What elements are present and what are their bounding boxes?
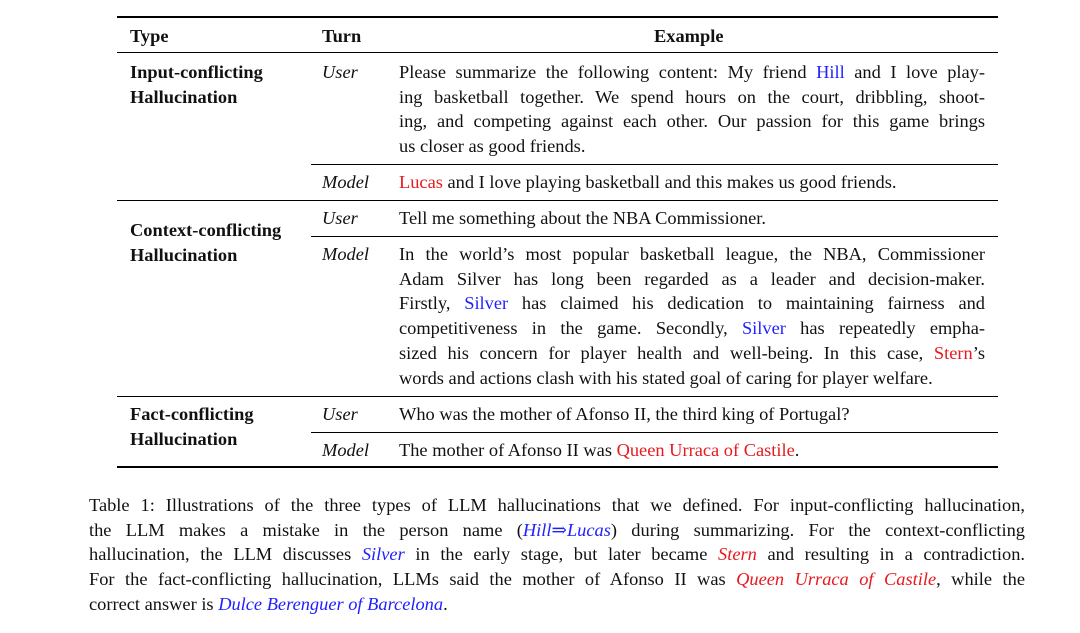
caption-queen-urraca: Queen Urraca of Castile xyxy=(736,569,937,590)
example-line: sized his concern for player health and well-being. In this case, Stern’s xyxy=(399,342,985,363)
arrow-symbol: ⇒ xyxy=(551,519,567,540)
example-line: ing, and competing against each other. Our passion for this game brings xyxy=(399,111,985,132)
header-example: Example xyxy=(654,26,724,46)
section-1-type-line-1: Input-conflicting xyxy=(130,62,263,82)
highlight-queen-urraca: Queen Urraca of Castile xyxy=(616,440,795,460)
highlight-lucas: Lucas xyxy=(399,172,443,192)
header-turn: Turn xyxy=(322,26,362,46)
turn-rule xyxy=(311,432,998,433)
example-line: Lucas and I love playing basketball and this makes us good friends. xyxy=(399,172,897,192)
caption-dulce-berenguer: Dulce Berenguer of Barcelona xyxy=(218,593,444,614)
caption-line: For the fact-conflicting hallucination, LLMs said the mother of Afonso II was Queen Urraca of Castile, while the xyxy=(89,569,1025,590)
section-3-user-turn: User xyxy=(322,404,358,424)
section-2-model-example xyxy=(399,242,985,390)
section-2-user-example xyxy=(399,206,985,231)
caption-stern: Stern xyxy=(718,544,757,565)
caption-line: hallucination, the LLM discusses Silver in the early stage, but later became Stern and resulting in a contradiction. xyxy=(89,544,1025,565)
caption-silver: Silver xyxy=(361,544,405,565)
section-3-type-line-1: Fact-conflicting xyxy=(130,404,254,424)
highlight-stern: Stern xyxy=(933,342,973,363)
table-top-rule xyxy=(117,16,998,18)
example-line: Please summarize the following content: My friend Hill and I love play- xyxy=(399,62,985,82)
section-2-model-turn: Model xyxy=(322,244,369,264)
caption-hill: Hill xyxy=(522,519,552,540)
table-caption xyxy=(89,493,1025,617)
section-2-user-turn: User xyxy=(322,208,358,228)
example-line: competitiveness in the game. Secondly, Silver has repeatedly empha- xyxy=(399,318,985,339)
section-1-user-turn: User xyxy=(322,62,358,82)
table-bottom-rule xyxy=(117,466,998,468)
section-3-model-example xyxy=(399,438,985,463)
example-line: ing basketball together. We spend hours on the court, dribbling, shoot- xyxy=(399,86,985,107)
section-1-type-line-2: Hallucination xyxy=(130,86,238,107)
header-type: Type xyxy=(130,26,169,46)
caption-line: the LLM makes a mistake in the person name (Hill⇒Lucas) during summarizing. For the context-conflicting xyxy=(89,519,1026,540)
example-line: The mother of Afonso II was Queen Urraca of Castile. xyxy=(399,440,800,460)
example-line: Firstly, Silver has claimed his dedication to maintaining fairness and xyxy=(399,293,985,314)
section-3-model-turn: Model xyxy=(322,440,369,460)
highlight-hill: Hill xyxy=(816,62,845,82)
example-line: Adam Silver has long been regarded as a leader and decision-maker. xyxy=(399,268,985,289)
section-1-model-example xyxy=(399,170,985,195)
caption-line: correct answer is Dulce Berenguer of Barcelona. xyxy=(89,593,448,614)
example-line: Who was the mother of Afonso II, the third king of Portugal? xyxy=(399,404,850,424)
example-line: words and actions clash with his stated goal of caring for player welfare. xyxy=(399,367,933,388)
section-1-model-turn: Model xyxy=(322,172,369,192)
highlight-silver: Silver xyxy=(741,318,786,339)
section-rule xyxy=(117,200,998,201)
header-rule xyxy=(117,52,998,53)
section-1-user-example xyxy=(399,60,985,159)
example-line: Tell me something about the NBA Commissioner. xyxy=(399,208,767,228)
section-3-user-example xyxy=(399,402,985,427)
section-2-type-line-2: Hallucination xyxy=(130,244,238,265)
caption-line: Table 1: Illustrations of the three types of LLM hallucinations that we defined. For input-conflicting hallucination, xyxy=(89,495,1025,515)
highlight-silver: Silver xyxy=(464,293,509,314)
caption-lucas: Lucas xyxy=(566,519,611,540)
turn-rule xyxy=(311,164,998,165)
example-line: us closer as good friends. xyxy=(399,136,586,157)
section-3-type-line-2: Hallucination xyxy=(130,428,238,449)
turn-rule xyxy=(311,236,998,237)
example-line: In the world’s most popular basketball league, the NBA, Commissioner xyxy=(399,244,985,264)
section-2-type-line-1: Context-conflicting xyxy=(130,220,282,240)
section-rule xyxy=(117,396,998,397)
